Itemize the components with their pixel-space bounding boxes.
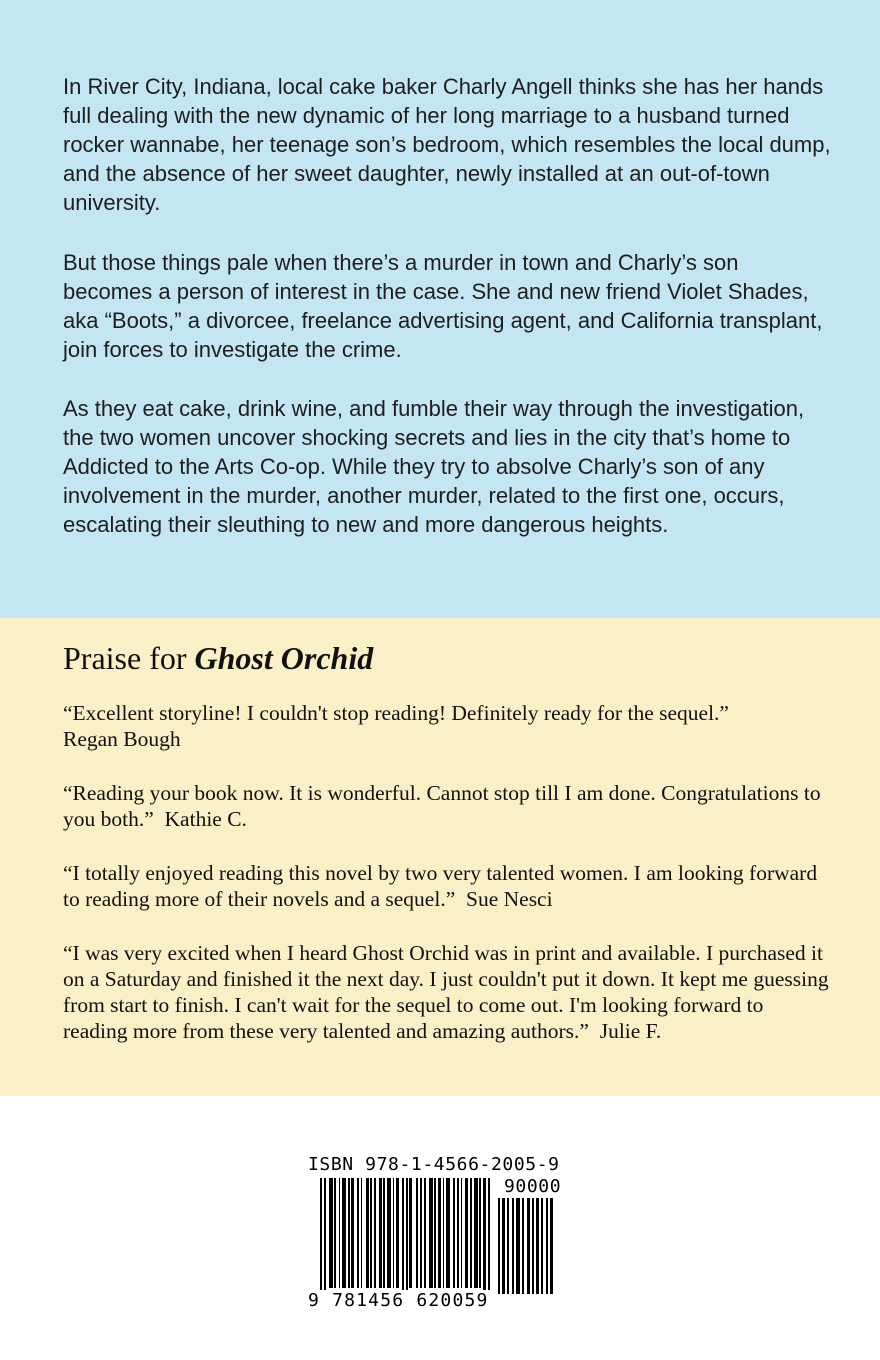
quote-text: “I totally enjoyed reading this novel by two very talented women. I am looking forward to reading more of their novels and a sequel.” [63,861,818,911]
barcode-bar [329,1178,333,1288]
barcode-bar [383,1178,385,1288]
blurb-paragraph: As they eat cake, drink wine, and fumble their way through the investigation, the two women uncover shocking secrets and lies in the city that’s home to Addicted to the Arts Co-op. While they try to absolve Charly’s son of any involvement in the murder, another murder, related to the first one, occurs, escalating their sleuthing to new and more dangerous heights. [63,396,805,537]
barcode-bar [512,1198,514,1294]
barcode-bar [483,1178,486,1302]
quote-author: Kathie C. [164,807,247,831]
barcode-bar [507,1198,509,1294]
quote-author: Julie F. [599,1019,662,1043]
barcode-bar [402,1178,404,1302]
barcode-bar [429,1178,433,1288]
barcode-bar [516,1198,520,1294]
barcode-bar [536,1198,539,1294]
barcode-bar [443,1178,444,1288]
barcode-bar [374,1178,376,1288]
barcode-bar [348,1178,350,1288]
barcode-bar [351,1178,354,1288]
barcode-bar [357,1178,359,1288]
barcode-bar [457,1178,459,1288]
barcode-bar [393,1178,394,1288]
barcode-bar [446,1178,450,1288]
barcode-bar [546,1198,548,1294]
review-quote [63,700,833,752]
isbn-barcode [302,1154,584,1314]
barcode-bar [361,1178,362,1288]
blurb-paragraph: In River City, Indiana, local cake baker Charly Angell thinks she has her hands full dealing with the new dynamic of her long marriage to a husband turned rocker wannabe, her teenage son’s bedroom, which resembles the local dump, and the absence of her sweet daughter, newly installed at an out-of-town university. [63,74,831,215]
barcode-bar [416,1178,418,1288]
praise-heading-prefix: Praise for [63,640,195,676]
isbn-label: ISBN 978-1-4566-2005-9 [308,1154,560,1175]
quote-author: Sue Nesci [466,887,553,911]
barcode-bar [438,1178,441,1288]
barcode-bar [366,1178,369,1288]
barcode-bar [342,1178,346,1288]
review-quote [63,940,833,1044]
barcode-bar [527,1198,530,1294]
barcode-bar [396,1178,399,1288]
quote-text: “I was very excited when I heard Ghost Orchid was in print and available. I purchased it on a Saturday and finished it the next day. I just couldn't put it down. It kept me guessing from start to finish. I can't wait for the sequel to come out. I'm looking forward to reading more from these very talented and amazing authors.” [63,941,829,1043]
praise-heading [63,638,373,678]
review-quote [63,860,833,912]
barcode-bar [522,1198,524,1294]
praise-section [0,618,880,1096]
barcode-bar [453,1178,455,1288]
barcode-bar [474,1178,478,1288]
barcode-bar [379,1178,382,1288]
barcode-bar [334,1178,336,1288]
barcode-bar [498,1198,500,1294]
barcode-bar [424,1178,426,1288]
quote-text: “Excellent storyline! I couldn't stop reading! Definitely ready for the sequel.” [63,701,729,725]
barcode-bar [320,1178,322,1302]
book-title: Ghost Orchid [194,640,374,676]
barcode-bar [461,1178,462,1288]
barcode-bar [339,1178,340,1288]
ean-barcode-bars [320,1178,490,1302]
barcode-bar [409,1178,412,1288]
barcode-bar [420,1178,422,1288]
ean-digits: 9 781456 620059 [308,1290,489,1311]
quote-author: Regan Bough [63,727,181,751]
barcode-bar [550,1198,553,1294]
barcode-bar [406,1178,408,1302]
barcode-bar [387,1178,391,1288]
barcode-bar [470,1178,472,1288]
barcode-bar [541,1198,543,1294]
price-addon-bars [498,1198,580,1302]
price-code: 90000 [504,1176,562,1197]
quote-text: “Reading your book now. It is wonderful. Cannot stop till I am done. Congratulations to you both.” [63,781,821,831]
barcode-bar [434,1178,436,1288]
barcode-bar [502,1198,505,1294]
review-quote [63,780,833,832]
barcode-bar [324,1178,326,1302]
barcode-bar [488,1178,490,1302]
blurb-paragraph: But those things pale when there’s a murder in town and Charly’s son becomes a person of interest in the case. She and new friend Violet Shades, aka “Boots,” a divorcee, freelance advertising agent, and California transplant, join forces to investigate the crime. [63,250,823,362]
barcode-bar [465,1178,468,1288]
barcode-bar [532,1198,534,1294]
back-cover-blurb [0,0,880,618]
barcode-bar [479,1178,481,1288]
barcode-bar [370,1178,372,1288]
